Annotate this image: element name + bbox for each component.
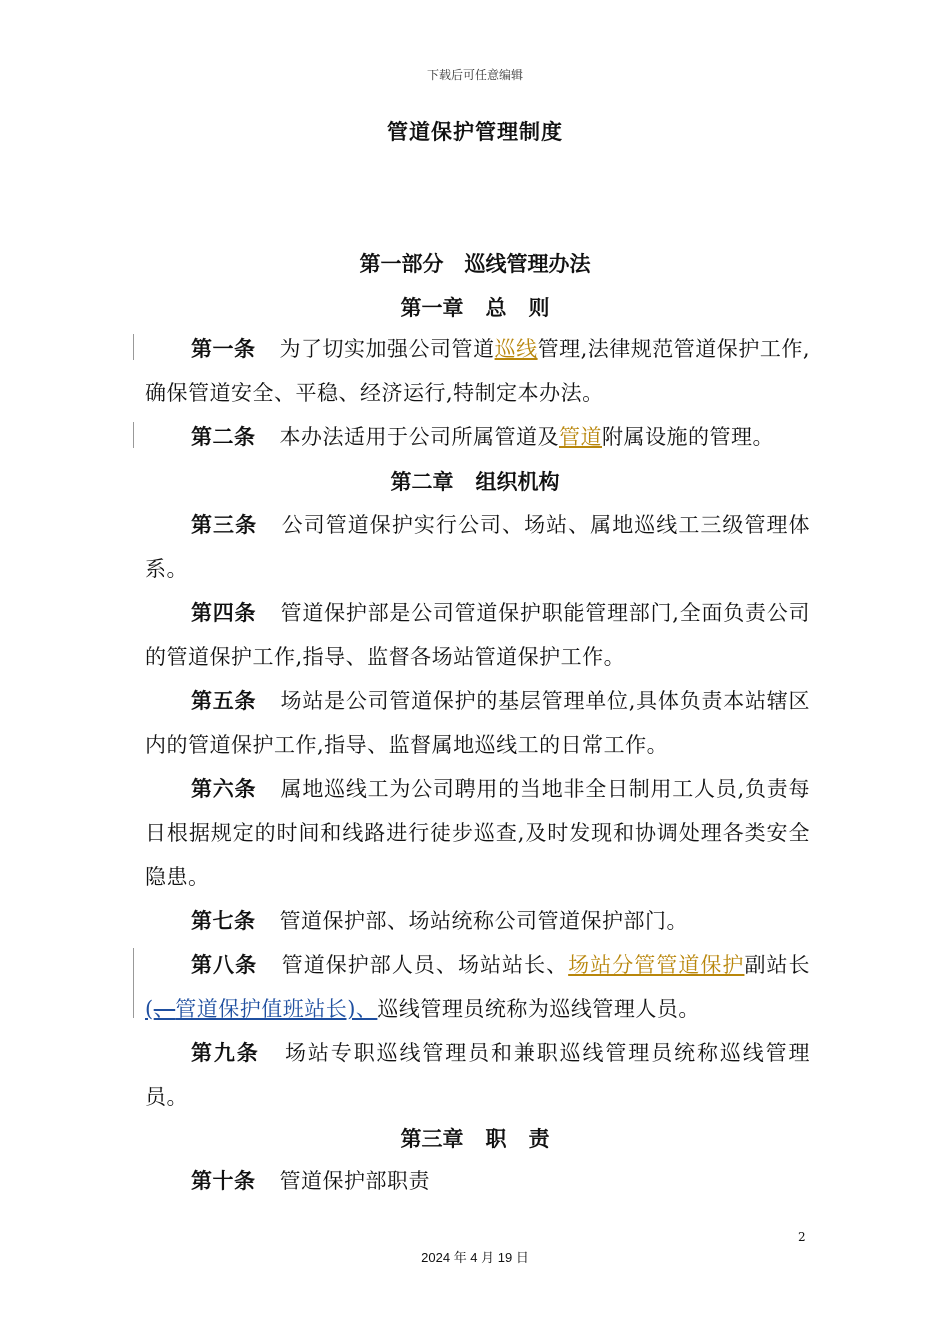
chapter-1-heading <box>0 292 950 322</box>
page-number: 2 <box>798 1230 806 1244</box>
article-label: 第十条 <box>191 1168 256 1193</box>
chapter-number: 第三章 <box>400 1126 464 1151</box>
article-2 <box>145 415 810 459</box>
chapter-3-heading <box>0 1123 950 1153</box>
article-text: 管理,法律规范管道保护工作,确保管道安全、平稳、经济运行,特制定本办法。 <box>145 337 811 405</box>
article-10 <box>145 1159 810 1203</box>
chapter-number: 第一章 <box>400 295 464 320</box>
article-9 <box>145 1031 810 1119</box>
article-3 <box>145 503 810 591</box>
article-6 <box>145 767 810 899</box>
article-text: 场站是公司管道保护的基层管理单位,具体负责本站辖区内的管道保护工作,指导、监督属地巡线工的日常工作。 <box>145 689 810 757</box>
document-title: 管道保护管理制度 <box>387 119 563 144</box>
article-label: 第八条 <box>191 952 258 977</box>
revision-bar <box>133 422 134 448</box>
tracked-change-text[interactable]: 巡线 <box>494 337 538 361</box>
article-text: 公司管道保护实行公司、场站、属地巡线工三级管理体系。 <box>145 513 811 581</box>
article-8 <box>145 943 810 1031</box>
article-4 <box>145 591 810 679</box>
chapter-title-part: 总 <box>485 295 507 320</box>
part-heading: 第一部分 巡线管理办法 <box>359 251 591 276</box>
article-text: 本办法适用于公司所属管道及 <box>279 425 559 449</box>
article-text: 场站专职巡线管理员和兼职巡线管理员统称巡线管理员。 <box>145 1041 811 1109</box>
revision-bar <box>133 948 134 1018</box>
article-label: 第五条 <box>191 688 257 713</box>
article-text: 为了切实加强公司管道 <box>279 337 495 361</box>
chapter-title-part: 职 <box>485 1126 507 1151</box>
article-label: 第二条 <box>191 424 256 449</box>
article-text: 副站长 <box>744 953 811 977</box>
article-text: 管道保护部职责 <box>279 1169 430 1193</box>
article-label: 第七条 <box>191 908 256 933</box>
article-text: 附属设施的管理。 <box>602 425 774 449</box>
article-7 <box>145 899 810 943</box>
article-label: 第一条 <box>191 336 256 361</box>
article-label: 第三条 <box>191 512 258 537</box>
article-label: 第六条 <box>191 776 257 801</box>
article-text: 管道保护部是公司管道保护职能管理部门,全面负责公司的管道保护工作,指导、监督各场站管道保护工作。 <box>145 601 810 669</box>
footer-date: 2024 年 4 月 19 日 <box>421 1250 529 1265</box>
article-label: 第九条 <box>191 1040 260 1065</box>
tracked-deletion: 、 <box>153 997 176 1021</box>
chapter-title-part: 组织机构 <box>475 469 560 494</box>
article-text: 巡线管理员统称为巡线管理人员。 <box>377 997 700 1021</box>
tracked-change-text[interactable]: 管道 <box>559 425 602 449</box>
tracked-insertion[interactable] <box>145 997 377 1021</box>
article-label: 第四条 <box>191 600 257 625</box>
chapter-number: 第二章 <box>390 469 454 494</box>
article-text: 属地巡线工为公司聘用的当地非全日制用工人员,负责每日根据规定的时间和线路进行徒步巡查,及时发现和协调处理各类安全隐患。 <box>145 777 810 889</box>
article-5 <box>145 679 810 767</box>
revision-bar <box>133 334 134 360</box>
article-text: 管道保护部人员、场站站长、 <box>281 953 569 977</box>
insertion-text: ( <box>145 997 154 1021</box>
chapter-title-part: 则 <box>528 295 550 320</box>
header-note: 下载后可任意编辑 <box>426 68 523 82</box>
chapter-title-part: 责 <box>528 1126 550 1151</box>
article-1 <box>145 327 810 415</box>
insertion-text: 管道保护值班站长)、 <box>175 997 378 1021</box>
article-text: 管道保护部、场站统称公司管道保护部门。 <box>279 909 688 933</box>
chapter-2-heading <box>0 466 950 496</box>
tracked-change-text[interactable]: 场站分管管道保护 <box>568 953 745 977</box>
